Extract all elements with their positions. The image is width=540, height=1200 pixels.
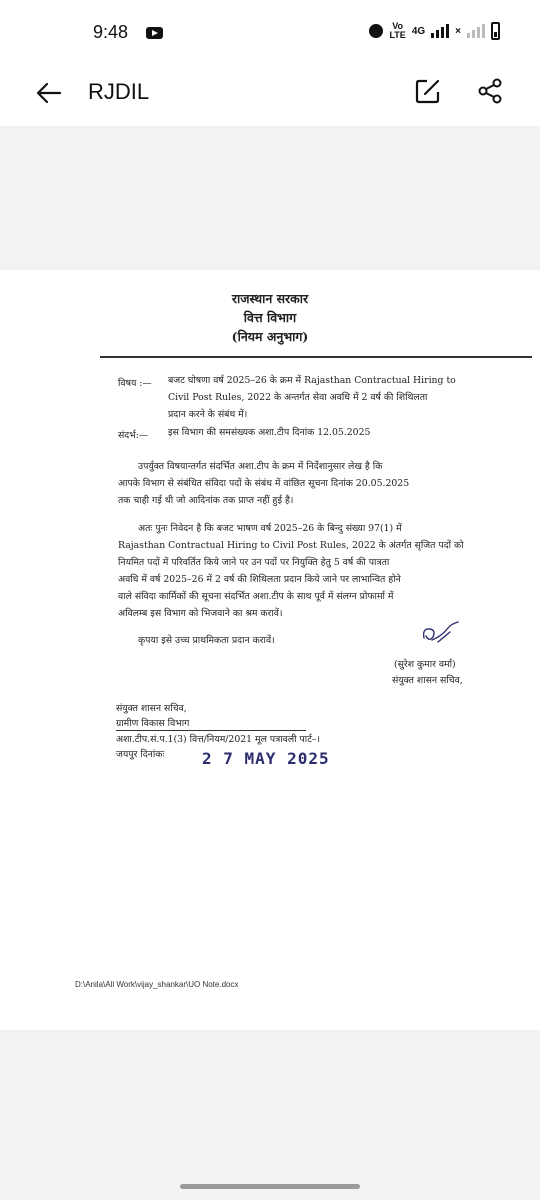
date-stamp: 2 7 MAY 2025 [202, 749, 330, 768]
para1-line-2: आपके विभाग से संबंधित संविदा पदों के संबंध में वांछित सूचना दिनांक 20.05.2025 [118, 478, 410, 489]
para2-line-5: वाले संविदा कार्मिकों की सूचना संदर्भित अशा.टीप के साथ पूर्व में संलग्न प्रोफार्मा में [118, 591, 394, 602]
document-page[interactable] [0, 270, 540, 1030]
reference-label: संदर्भ:— [118, 430, 149, 441]
app-bar [0, 66, 540, 126]
recipient-line-2: ग्रामीण विकास विभाग [116, 718, 190, 729]
para1-line-1: उपर्युक्त विषयान्तर्गत संदर्भित अशा.टीप के क्रम में निर्देशानुसार लेख है कि [138, 461, 383, 472]
file-path-footer: D:\Anila\All Work\vijay_shankar\UO Note.docx [75, 980, 239, 989]
network-type: 4G [411, 25, 426, 37]
doc-header-line-3: (नियम अनुभाग) [231, 329, 309, 344]
para2-line-6: अविलम्ब इस विभाग को भिजवाने का श्रम करावें। [118, 608, 283, 619]
viewer-background [0, 1030, 540, 1200]
para2-line-1: अतः पुनः निवेदन है कि बजट भाषण वर्ष 2025–26 के बिन्दु संख्या 97(1) में [138, 523, 402, 534]
gesture-handle[interactable] [180, 1184, 360, 1189]
alarm-icon [369, 24, 383, 38]
subject-line-3: प्रदान करने के संबंध में। [168, 409, 248, 420]
place-date-label: जयपुर दिनांकः [116, 749, 165, 760]
reference-text: इस विभाग की समसंख्यक अशा.टीप दिनांक 12.05.2025 [168, 427, 371, 438]
subject-label: विषय :— [118, 378, 152, 389]
signature-mark [418, 620, 464, 650]
subject-line-1: बजट घोषणा वर्ष 2025–26 के क्रम में Rajasthan Contractual Hiring to [168, 375, 456, 386]
para2-line-3: नियमित पदों में परिवर्तित किये जाने पर उन पदों पर नियुक्ति हेतु 5 वर्ष की पात्रता [118, 557, 390, 568]
status-time: 9:48 [93, 22, 129, 42]
signatory-name: (सुरेश कुमार वर्मा) [394, 659, 456, 670]
signatory-designation: संयुक्त शासन सचिव, [392, 675, 463, 686]
para1-line-3: तक चाही गई थी जो आदिनांक तक प्राप्त नहीं हुई है। [118, 495, 294, 506]
doc-header-line-2: वित्त विभाग [243, 310, 297, 325]
volte-indicator: Vo LTE [389, 21, 406, 40]
sim2-x: × [455, 25, 461, 37]
header-divider [100, 356, 532, 358]
edit-icon[interactable] [414, 77, 442, 105]
youtube-icon [146, 27, 163, 39]
priority-line: कृपया इसे उच्च प्राथमिकता प्रदान करावें। [138, 635, 275, 646]
status-bar [0, 0, 540, 66]
system-icons [369, 22, 500, 40]
para2-line-4: अवधि में वर्ष 2025–26 में 2 वर्ष की शिथिलता प्रदान किये जाने पर लाभान्वित होने [118, 574, 401, 585]
doc-header-line-1: राजस्थान सरकार [231, 291, 309, 306]
subject-line-2: Civil Post Rules, 2022 के अन्तर्गत सेवा अवधि में 2 वर्ष की शिथिलता [168, 392, 428, 403]
signal-2-icon [467, 24, 485, 38]
file-number: अशा.टीप.सं.प.1(3) वित्त/नियम/2021 मूल पत्रावली पार्ट–। [116, 734, 321, 745]
recipient-line-1: संयुक्त शासन सचिव, [116, 703, 187, 714]
signal-icon [431, 24, 449, 38]
back-arrow-icon[interactable] [34, 78, 64, 108]
share-icon[interactable] [476, 77, 504, 105]
battery-icon [491, 22, 500, 40]
page-title: RJDIL [88, 79, 150, 104]
para2-line-2: Rajasthan Contractual Hiring to Civil Post Rules, 2022 के अंतर्गत सृजित पदों को [118, 540, 464, 551]
